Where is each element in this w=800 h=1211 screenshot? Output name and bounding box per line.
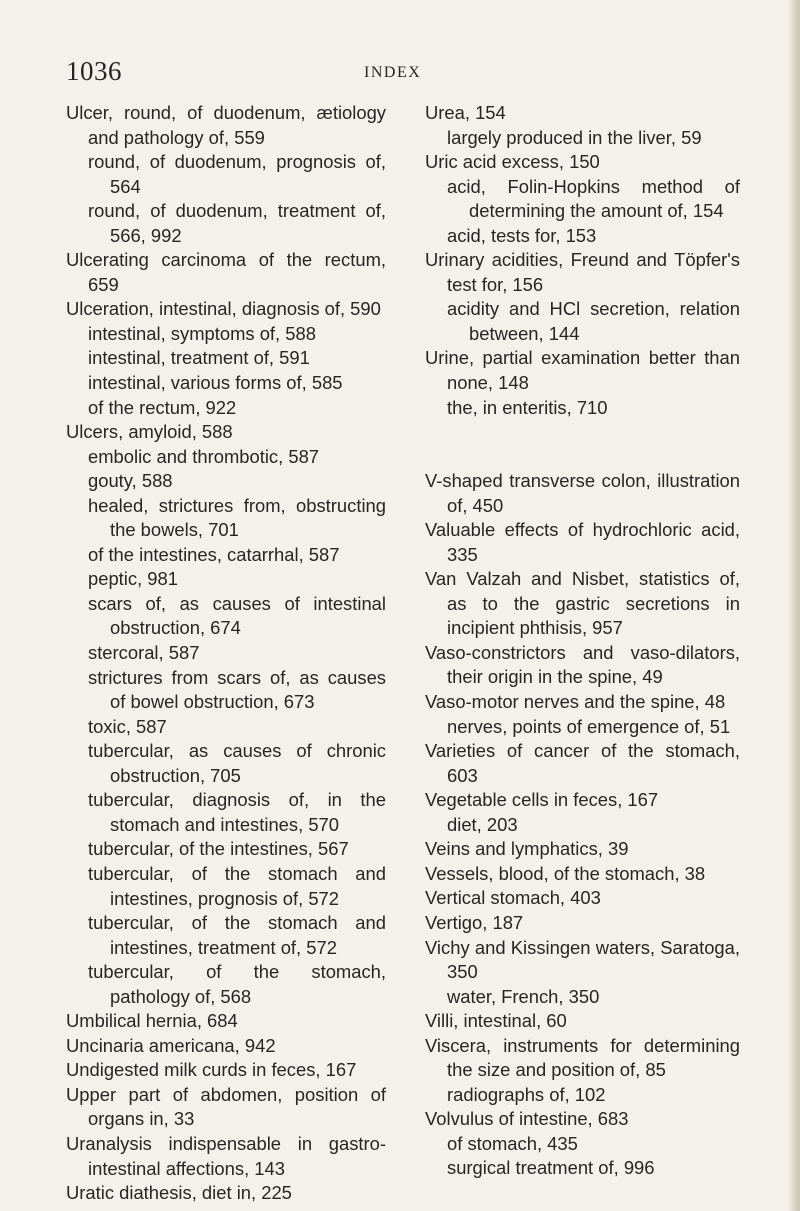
index-subentry: intestinal, treatment of, 591 — [88, 347, 310, 369]
index-subentry: of the intestines, catarrhal, 587 — [88, 543, 340, 565]
index-entry: Vaso-constrictors and vaso-dilators, their origin in the spine, 49 — [425, 641, 740, 688]
index-subentry: healed, strictures from, obstructing the bowels, 701 — [88, 494, 386, 541]
index-subentry: acidity and HCl secretion, relation between, 144 — [447, 298, 740, 344]
index-entry: Vessels, blood, of the stomach, 38 — [425, 862, 706, 884]
index-subentry: gouty, 588 — [88, 470, 173, 492]
index-entry: Urinary acidities, Freund and Töpfer's test for, 156 — [425, 249, 740, 295]
index-subentry: of stomach, 435 — [447, 1132, 578, 1154]
index-entry: Ulceration, intestinal, diagnosis of, 590 — [66, 298, 381, 320]
index-entry: Umbilical hernia, 684 — [66, 1010, 238, 1032]
index-subentry: scars of, as causes of intestinal obstruction, 674 — [88, 592, 386, 639]
index-subentry: embolic and thrombotic, 587 — [88, 445, 320, 467]
index-subentry: round, of duodenum, treatment of, 566, 992 — [88, 200, 386, 246]
index-entry: Upper part of abdomen, position of organs in, 33 — [66, 1083, 386, 1130]
index-subentry: tubercular, of the intestines, 567 — [88, 838, 349, 860]
index-subentry: intestinal, symptoms of, 588 — [88, 322, 316, 344]
index-subentry: diet, 203 — [447, 813, 518, 835]
index-subentry: acid, tests for, 153 — [447, 224, 597, 246]
index-entry: Viscera, instruments for determining the size and position of, 85 — [425, 1034, 740, 1081]
index-section-u-continued — [425, 101, 740, 420]
index-entry: Vertical stomach, 403 — [425, 887, 601, 909]
index-subentry: nerves, points of emergence of, 51 — [447, 715, 731, 737]
index-entry: Vaso-motor nerves and the spine, 48 — [425, 691, 726, 713]
index-entry: Varieties of cancer of the stomach, 603 — [425, 740, 740, 786]
index-entry: Urine, partial examination better than none, 148 — [425, 347, 740, 394]
index-subentry: tubercular, as causes of chronic obstruction, 705 — [88, 740, 386, 786]
index-subentry: the, in enteritis, 710 — [447, 396, 608, 418]
index-entry: Urea, 154 — [425, 102, 506, 123]
index-entry: Uncinaria americana, 942 — [66, 1034, 276, 1056]
index-entry: Vertigo, 187 — [425, 911, 524, 933]
index-subentry: stercoral, 587 — [88, 642, 200, 664]
index-subentry: radiographs of, 102 — [447, 1083, 606, 1105]
running-head: INDEX — [364, 64, 422, 81]
index-subentry: tubercular, diagnosis of, in the stomach and intestines, 570 — [88, 789, 386, 835]
index-section-v — [425, 469, 740, 1181]
index-entry: Uranalysis indispensable in gastro-intestinal affections, 143 — [66, 1132, 386, 1179]
index-subentry: strictures from scars of, as causes of bowel obstruction, 673 — [88, 666, 386, 713]
index-entry: Vegetable cells in feces, 167 — [425, 789, 659, 811]
index-entry: Uric acid excess, 150 — [425, 151, 600, 173]
index-subentry: toxic, 587 — [88, 715, 167, 737]
index-subentry: of the rectum, 922 — [88, 396, 237, 418]
index-subentry: peptic, 981 — [88, 568, 178, 590]
index-entry: Undigested milk curds in feces, 167 — [66, 1059, 357, 1081]
section-gap — [425, 420, 740, 469]
index-entry: Ulcer, round, of duodenum, ætiology and pathology of, 559 — [66, 102, 386, 148]
index-entry: Villi, intestinal, 60 — [425, 1010, 567, 1032]
index-entry: Valuable effects of hydrochloric acid, 335 — [425, 519, 740, 565]
index-entry: Vichy and Kissingen waters, Saratoga, 350 — [425, 936, 740, 983]
page-edge-shadow — [788, 0, 800, 1211]
index-subentry: surgical treatment of, 996 — [447, 1157, 655, 1179]
index-subentry: tubercular, of the stomach and intestines, prognosis of, 572 — [88, 862, 386, 909]
index-entry: Ulcers, amyloid, 588 — [66, 421, 233, 443]
index-subentry: tubercular, of the stomach and intestines, treatment of, 572 — [88, 912, 386, 958]
index-subentry: acid, Folin-Hopkins method of determining the amount of, 154 — [447, 175, 740, 222]
index-subentry: water, French, 350 — [447, 985, 600, 1007]
index-entry: Veins and lymphatics, 39 — [425, 838, 629, 860]
page-number: 1036 — [66, 56, 122, 86]
page-header — [0, 56, 800, 96]
index-entry: Volvulus of intestine, 683 — [425, 1108, 629, 1130]
index-subentry: round, of duodenum, prognosis of, 564 — [88, 151, 386, 197]
index-column-right — [425, 101, 740, 1181]
index-entry: Van Valzah and Nisbet, statistics of, as to the gastric secretions in incipient phthisis, 957 — [425, 568, 740, 639]
index-entry: Uratic diathesis, diet in, 225 — [66, 1182, 292, 1204]
index-subentry: largely produced in the liver, 59 — [447, 126, 702, 148]
index-entry: V-shaped transverse colon, illustration of, 450 — [425, 470, 740, 516]
index-column-left — [66, 101, 386, 1206]
index-subentry: tubercular, of the stomach, pathology of, 568 — [88, 961, 386, 1007]
index-entry: Ulcerating carcinoma of the rectum, 659 — [66, 249, 386, 295]
index-subentry: intestinal, various forms of, 585 — [88, 372, 343, 394]
